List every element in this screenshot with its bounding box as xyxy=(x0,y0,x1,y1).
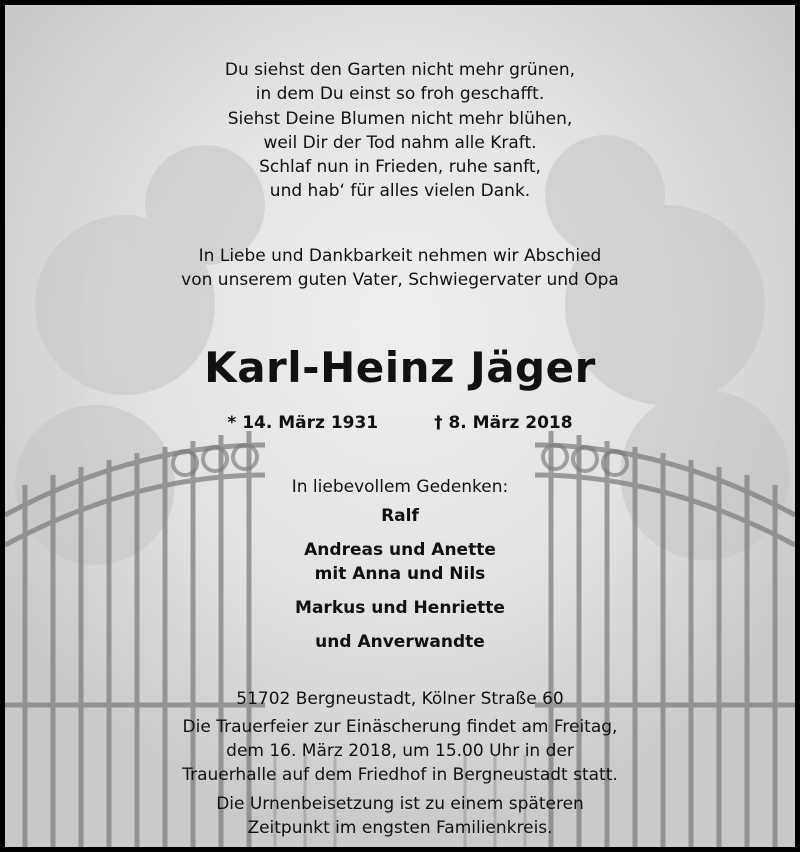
farewell-line: von unserem guten Vater, Schwiegervater und Opa xyxy=(181,270,619,291)
mourner-name: und Anverwandte xyxy=(315,632,485,653)
funeral-line: dem 16. März 2018, um 15.00 Uhr in der xyxy=(226,740,574,761)
poem-line: Siehst Deine Blumen nicht mehr blühen, xyxy=(227,108,573,129)
mourner-name: mit Anna und Nils xyxy=(314,564,486,585)
death-date: † 8. März 2018 xyxy=(434,413,573,434)
mourners-list xyxy=(5,504,795,654)
mourner-group xyxy=(5,504,795,528)
funeral-line: Trauerhalle auf dem Friedhof in Bergneustadt statt. xyxy=(182,765,618,786)
mourner-group xyxy=(5,630,795,654)
funeral-details xyxy=(5,715,795,788)
birth-date: * 14. März 1931 xyxy=(227,413,379,434)
urn-details xyxy=(5,792,795,841)
service-info xyxy=(5,687,795,840)
urn-line: Zeitpunkt im engsten Familienkreis. xyxy=(247,817,553,838)
funeral-line: Die Trauerfeier zur Einäscherung findet am Freitag, xyxy=(182,716,618,737)
mourner-name: Markus und Henriette xyxy=(295,598,505,619)
deceased-name: Karl-Heinz Jäger xyxy=(204,343,596,393)
poem-line: Schlaf nun in Frieden, ruhe sanft, xyxy=(259,157,541,178)
life-dates xyxy=(5,412,795,434)
poem-line: und hab‘ für alles vielen Dank. xyxy=(269,181,531,202)
mourner-name: Andreas und Anette xyxy=(304,540,496,561)
poem-line: weil Dir der Tod nahm alle Kraft. xyxy=(263,132,537,153)
mourners-intro: In liebevollem Gedenken: xyxy=(291,477,509,498)
poem xyxy=(5,58,795,204)
family-address: 51702 Bergneustadt, Kölner Straße 60 xyxy=(236,689,564,710)
poem-line: in dem Du einst so froh geschafft. xyxy=(255,84,545,105)
urn-line: Die Urnenbeisetzung ist zu einem späteren xyxy=(216,793,584,814)
mourner-group xyxy=(5,596,795,620)
notice-content xyxy=(5,58,795,840)
farewell-line: In Liebe und Dankbarkeit nehmen wir Abschied xyxy=(198,245,602,266)
farewell-text xyxy=(5,244,795,293)
mourner-group xyxy=(5,538,795,586)
mourner-name: Ralf xyxy=(381,506,419,527)
poem-line: Du siehst den Garten nicht mehr grünen, xyxy=(224,60,576,80)
